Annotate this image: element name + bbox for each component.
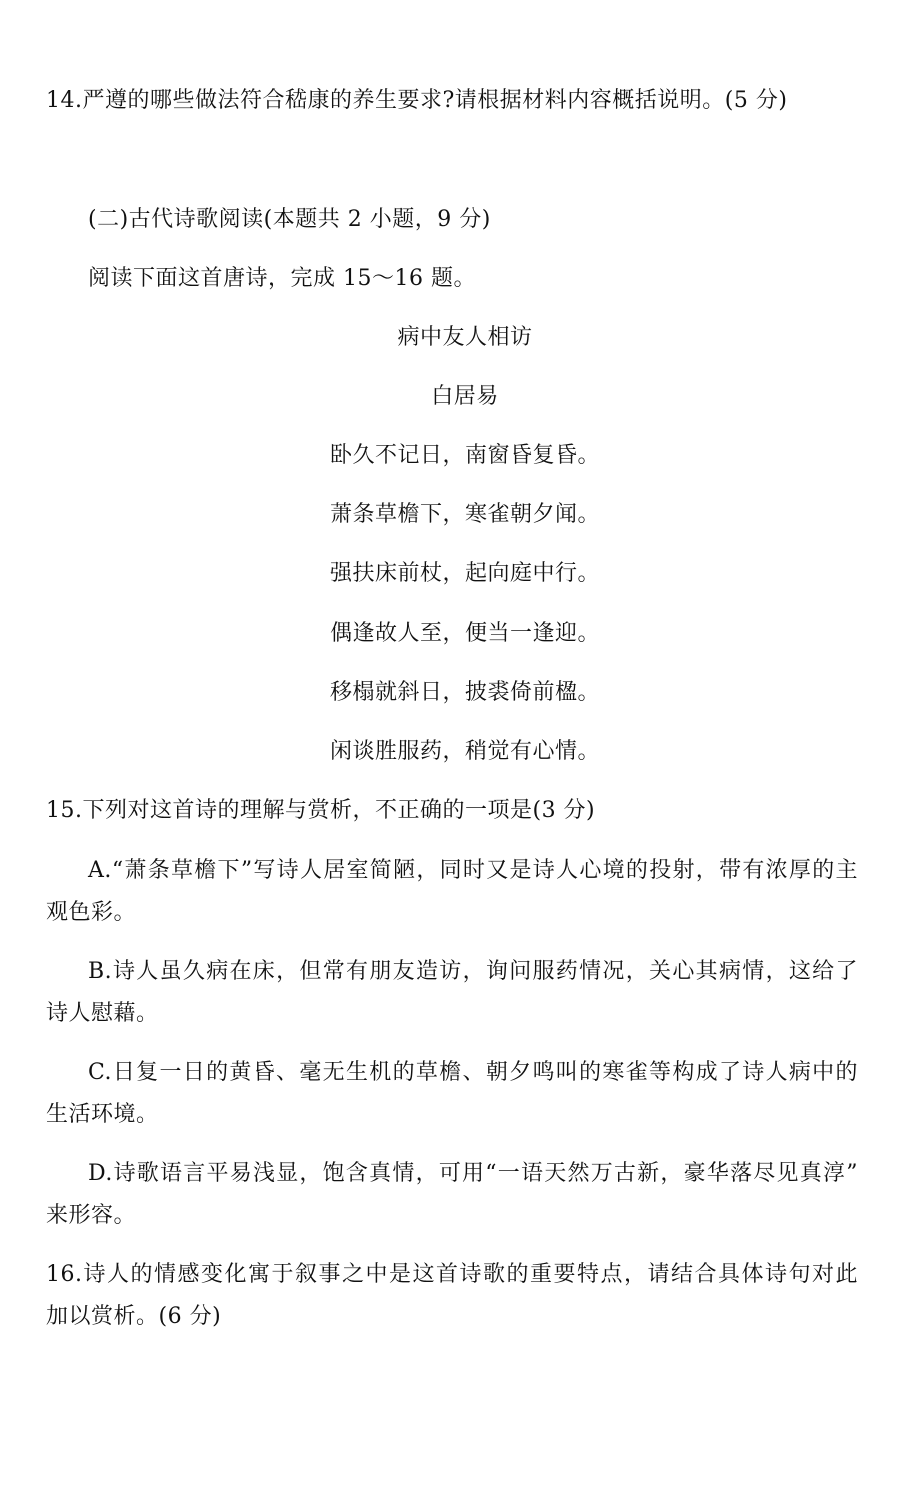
option-a-line1: A.“萧条草檐下”写诗人居室简陋，同时又是诗人心境的投射，带有浓厚的主 bbox=[88, 858, 858, 883]
option-b-line1: B.诗人虽久病在床，但常有朋友造访，询问服药情况，关心其病情，这给了 bbox=[88, 959, 858, 984]
question-14: 14.严遵的哪些做法符合嵇康的养生要求?请根据材料内容概括说明。(5 分) bbox=[46, 88, 788, 113]
question-15-stem: 15.下列对这首诗的理解与赏析，不正确的一项是(3 分) bbox=[46, 798, 596, 823]
option-c-line2: 生活环境。 bbox=[46, 1102, 159, 1127]
question-16-line2: 加以赏析。(6 分) bbox=[46, 1304, 222, 1329]
question-16-line1: 16.诗人的情感变化寓于叙事之中是这首诗歌的重要特点，请结合具体诗句对此 bbox=[46, 1262, 858, 1287]
poem-line: 卧久不记日，南窗昏复昏。 bbox=[329, 443, 600, 468]
poem-line: 强扶床前杖，起向庭中行。 bbox=[329, 561, 600, 586]
option-c-line1: C.日复一日的黄昏、毫无生机的草檐、朝夕鸣叫的寒雀等构成了诗人病中的 bbox=[88, 1060, 858, 1085]
poem-author: 白居易 bbox=[431, 384, 499, 409]
poem-line: 移榻就斜日，披裘倚前楹。 bbox=[329, 680, 600, 705]
reading-instruction: 阅读下面这首唐诗，完成 15～16 题。 bbox=[88, 266, 476, 291]
option-a-line2: 观色彩。 bbox=[46, 900, 137, 925]
option-d-line2: 来形容。 bbox=[46, 1203, 137, 1228]
poem-line: 萧条草檐下，寒雀朝夕闻。 bbox=[329, 502, 600, 527]
poem-title: 病中友人相访 bbox=[397, 325, 533, 350]
option-b-line2: 诗人慰藉。 bbox=[46, 1001, 159, 1026]
section-heading: (二)古代诗歌阅读(本题共 2 小题，9 分) bbox=[88, 207, 491, 232]
poem-line: 偶逢故人至，便当一逢迎。 bbox=[329, 621, 600, 646]
poem-line: 闲谈胜服药，稍觉有心情。 bbox=[329, 739, 600, 764]
option-d-line1: D.诗歌语言平易浅显，饱含真情，可用“一语天然万古新，豪华落尽见真淳” bbox=[88, 1161, 858, 1186]
